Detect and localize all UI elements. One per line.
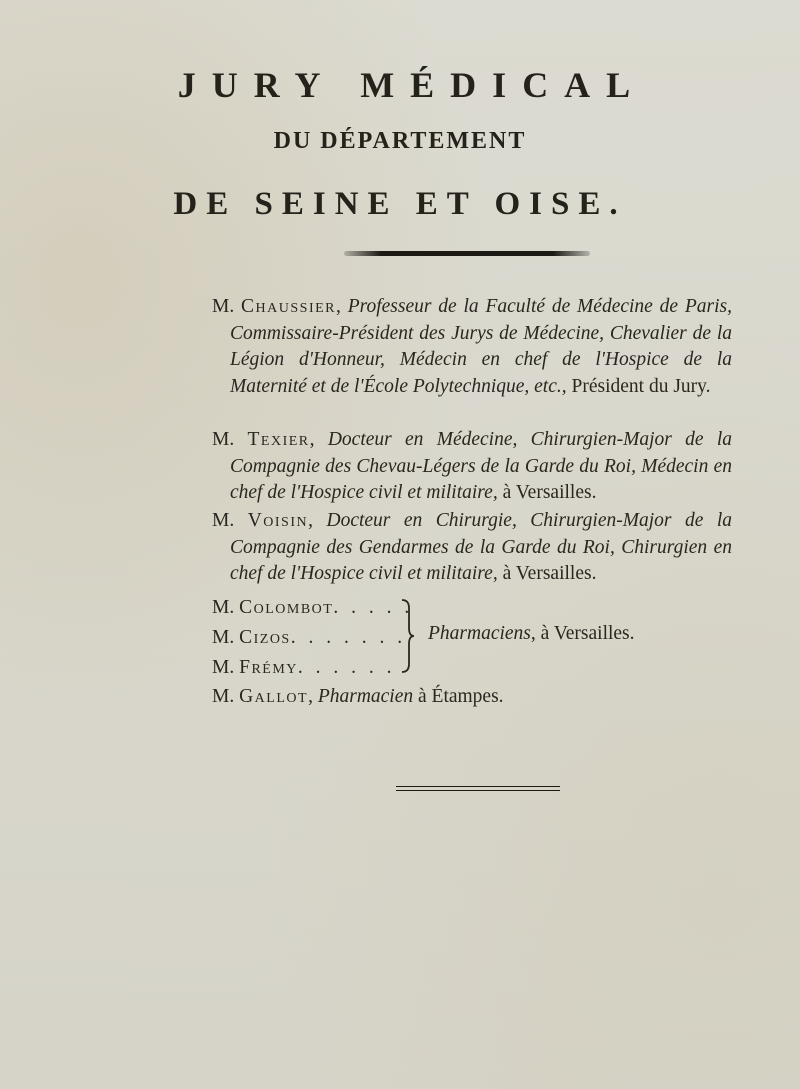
member-separator: , — [308, 510, 313, 531]
heading-seine-et-oise: DE SEINE ET OISE. — [173, 186, 627, 222]
member-title: Pharmacien — [317, 686, 414, 707]
leader-dots: . . . . . . — [297, 657, 396, 678]
pharmacist-row-cizos — [212, 625, 406, 651]
member-name: Voisin — [247, 510, 309, 531]
pharmacist-prefix: M. — [212, 657, 235, 678]
heading-jury-medical: JURY MÉDICAL — [177, 65, 647, 105]
top-divider-rule — [344, 251, 590, 256]
member-title: Professeur de la Faculté de Médecine de Paris, Commissaire-Président des Jurys de Médecine, Chevalier de la Légion d'Honneur, Médecin en chef de l'Hospice de la Maternité et de l'École Polytechnique, etc., — [230, 296, 732, 397]
member-separator: , — [336, 296, 341, 317]
pharmacist-name: Frémy — [239, 657, 298, 678]
member-entry-texier — [212, 427, 732, 507]
member-separator: , — [308, 686, 313, 707]
member-entry-chaussier — [212, 294, 732, 400]
pharmacists-role: Pharmaciens — [428, 623, 531, 644]
member-tail: à Versailles. — [497, 482, 597, 503]
member-title: Docteur en Médecine, Chirurgien-Major de la Compagnie des Chevau-Légers de la Garde du Roi, Médecin en chef de l'Hospice civil et militaire, — [230, 429, 733, 503]
pharmacist-prefix: M. — [212, 627, 235, 648]
pharmacist-row-colombot — [212, 595, 413, 621]
member-separator: , — [309, 429, 315, 450]
pharmacists-place: , à Versailles. — [530, 623, 635, 644]
member-tail: Président du Jury. — [566, 375, 711, 397]
curly-brace-icon — [400, 598, 414, 674]
member-entry-voisin — [212, 508, 732, 588]
leader-dots: . . . . . . . — [290, 627, 407, 648]
pharmacist-prefix: M. — [212, 597, 235, 618]
bottom-divider-rule — [396, 786, 560, 791]
leader-dots: . . . . . — [333, 597, 414, 618]
member-prefix: M. — [212, 686, 235, 707]
pharmacist-row-fremy — [212, 655, 396, 681]
member-name: Gallot — [239, 686, 309, 707]
pharmacist-name: Colombot — [239, 597, 334, 618]
pharmacists-label — [428, 623, 635, 645]
member-name: Texier — [247, 429, 310, 450]
member-name: Chaussier — [241, 296, 336, 317]
heading-departement: DU DÉPARTEMENT — [273, 128, 527, 154]
member-title: Docteur en Chirurgie, Chirurgien-Major de la Compagnie des Gendarmes de la Garde du Roi, Chirurgien en chef de l'Hospice civil et militaire, — [230, 510, 733, 584]
member-entry-gallot — [212, 686, 504, 708]
member-tail: à Versailles. — [497, 563, 597, 584]
member-tail: à Étampes. — [413, 686, 504, 707]
member-prefix: M. — [212, 296, 235, 317]
member-prefix: M. — [212, 429, 235, 450]
pharmacist-name: Cizos — [239, 627, 291, 648]
member-prefix: M. — [212, 510, 235, 531]
